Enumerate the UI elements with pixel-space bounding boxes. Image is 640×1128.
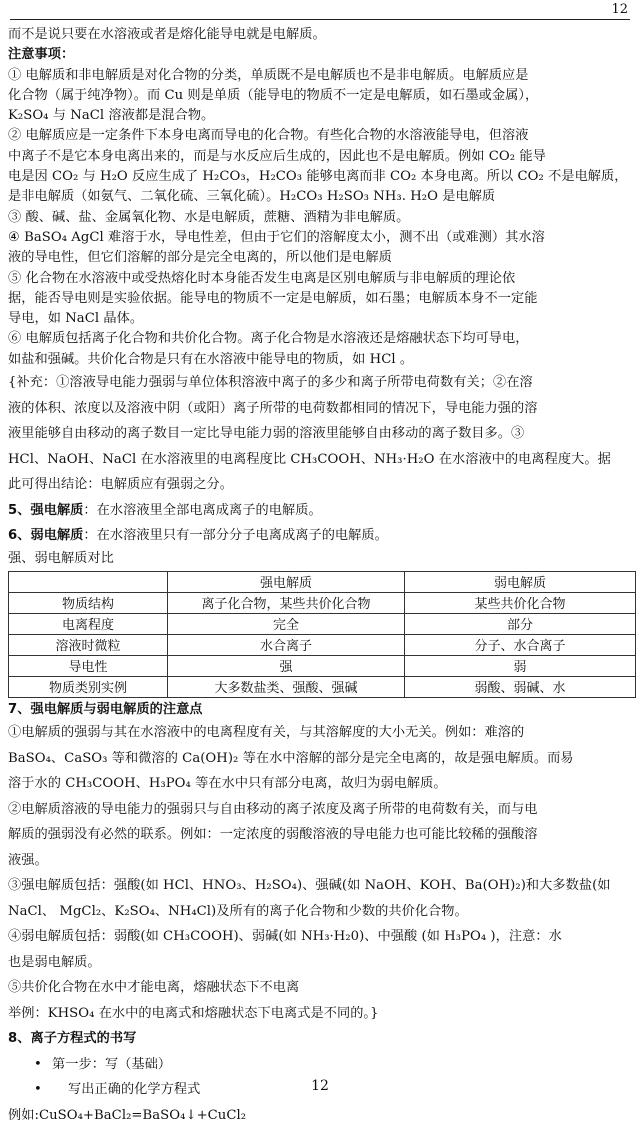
bullet-text: 写出正确的化学方程式: [68, 1082, 201, 1098]
supplement-line: 此可得出结论：电解质应有强弱之分。: [8, 477, 234, 493]
table-cell: 部分: [405, 613, 636, 634]
section-7-line: ④弱电解质包括：弱酸(如 CH₃COOH)、弱碱(如 NH₃·H₂0)、中强酸 (如 H₃PO₄ )，注意：水: [8, 929, 562, 945]
table-cell: 弱酸、弱碱、水: [405, 676, 636, 697]
definition-text: ：在水溶液里全部电离成离子的电解质。: [83, 502, 322, 518]
table-cell: 水合离子: [168, 634, 405, 655]
section-8-title: 8、离子方程式的书写: [8, 1031, 137, 1047]
table-row: [9, 634, 636, 655]
section-7-line: 也是弱电解质。: [8, 954, 101, 970]
header-rule: [10, 19, 630, 20]
table-cell: 完全: [168, 613, 405, 634]
section-7-line: 解质的强弱没有必然的联系。例如：一定浓度的弱酸溶液的导电能力也可能比较稀的强酸溶: [8, 827, 538, 843]
table-cell: 导电性: [9, 655, 168, 676]
table-header-cell: 弱电解质: [405, 571, 636, 592]
table-row: [9, 592, 636, 613]
section-7-line: NaCl、 MgCl₂、K₂SO₄、NH₄Cl)及所有的离子化合物和少数的共价化合物。: [8, 903, 468, 919]
header-page-number: 12: [611, 2, 628, 17]
bullet-dot-icon: •: [34, 1056, 42, 1072]
text-line: 是非电解质（如氨气、二氧化硫、三氧化硫）。H₂CO₃ H₂SO₃ NH₃. H₂O 是电解质: [8, 189, 496, 205]
bullet-text: 第一步：写（基础）: [52, 1056, 172, 1072]
term: 5、强电解质: [8, 502, 84, 518]
definition-strong-electrolyte: [8, 498, 634, 524]
section-7-line: ⑤共价化合物在水中才能电离，熔融状态下不电离: [8, 980, 300, 996]
page-content: [8, 25, 634, 1128]
table-cell: 某些共价化合物: [405, 592, 636, 613]
table-cell: 强: [168, 655, 405, 676]
section-7-line: BaSO₄、CaSO₃ 等和微溶的 Ca(OH)₂ 等在水中溶解的部分是完全电离的，故是强电解质。而易: [8, 750, 574, 766]
text-line: 导电，如 NaCl 晶体。: [8, 311, 144, 327]
text-line: 如盐和强碱。共价化合物是只有在水溶液中能导电的物质，如 HCl 。: [8, 351, 414, 367]
text-line: ④ BaSO₄ AgCl 难溶于水，导电性差，但由于它们的溶解度太小，测不出（或难测）其水溶: [8, 229, 545, 245]
definition-text: ：在水溶液里只有一部分分子电离成离子的电解质。: [83, 528, 388, 544]
table-cell: 物质类别实例: [9, 676, 168, 697]
section-7-line: ①电解质的强弱与其在水溶液中的电离程度有关，与其溶解度的大小无关。例如：难溶的: [8, 725, 525, 741]
table-header-row: [9, 571, 636, 592]
text-line: ② 电解质应是一定条件下本身电离而导电的化合物。有些化合物的水溶液能导电，但溶液: [8, 128, 529, 144]
text-line: ③ 酸、碱、盐、金属氧化物、水是电解质，蔗糖、酒精为非电解质。: [8, 209, 410, 225]
section-7-line: 液强。: [8, 852, 48, 868]
supplement-line: 液的体积、浓度以及溶液中阴（或阳）离子所带的电荷数都相同的情况下，导电能力强的溶: [8, 400, 538, 416]
bullet-dot-icon: •: [34, 1082, 42, 1098]
definition-weak-electrolyte: [8, 523, 634, 549]
supplement-line: HCl、NaOH、NaCl 在水溶液里的电离程度比 CH₃COOH、NH₃·H₂O 在水溶液中的电离程度大。据: [8, 451, 611, 467]
table-row: [9, 613, 636, 634]
term: 6、弱电解质: [8, 528, 84, 544]
text-line: ① 电解质和非电解质是对化合物的分类，单质既不是电解质也不是非电解质。电解质应是: [8, 67, 529, 83]
table-caption: 强、弱电解质对比: [8, 550, 114, 566]
table-cell: 溶液时微粒: [9, 634, 168, 655]
section-7-line: ②电解质溶液的导电能力的强弱只与自由移动的离子浓度及离子所带的电荷数有关，而与电: [8, 801, 538, 817]
notes-heading: 注意事项：: [8, 47, 75, 63]
table-row: [9, 655, 636, 676]
example-line: 例如:CuSO₄+BaCl₂=BaSO₄↓+CuCl₂: [8, 1107, 247, 1123]
section-7-line: ③强电解质包括：强酸(如 HCl、HNO₃、H₂SO₄)、强碱(如 NaOH、KOH、Ba(OH)₂)和大多数盐(如: [8, 878, 611, 894]
section-7-line: 举例：KHSO₄ 在水中的电离式和熔融状态下电离式是不同的。}: [8, 1005, 379, 1021]
section-7-line: 溶于水的 CH₃COOH、H₃PO₄ 等在水中只有部分电离，故归为弱电解质。: [8, 776, 447, 792]
text-line: 电是因 CO₂ 与 H₂O 反应生成了 H₂CO₃，H₂CO₃ 能够电离而非 CO₂ 本身电离。所以 CO₂ 不是电解质，: [8, 169, 628, 185]
text-line: ⑤ 化合物在水溶液中或受热熔化时本身能否发生电离是区别电解质与非电解质的理论依: [8, 270, 516, 286]
footer-page-number: 12: [311, 1078, 329, 1094]
text-line: 液的导电性，但它们溶解的部分是完全电离的，所以他们是电解质: [8, 250, 392, 266]
table-cell: 分子、水合离子: [405, 634, 636, 655]
text-line: 而不是说只要在水溶液或者是熔化能导电就是电解质。: [8, 27, 326, 42]
text-line: 据，能否导电则是实验依据。能导电的物质不一定是电解质，如石墨；电解质本身不一定能: [8, 290, 538, 306]
table-row: [9, 676, 636, 697]
text-line: K₂SO₄ 与 NaCl 溶液都是混合物。: [8, 108, 215, 124]
text-line: ⑥ 电解质包括离子化合物和共价化合物。离子化合物是水溶液还是熔融状态下均可导电，: [8, 331, 529, 347]
table-cell: 物质结构: [9, 592, 168, 613]
table-header-cell: 强电解质: [168, 571, 405, 592]
supplement-line: {补充：①溶液导电能力强弱与单位体积溶液中离子的多少和离子所带电荷数有关；②在溶: [8, 375, 533, 391]
table-cell: 大多数盐类、强酸、强碱: [168, 676, 405, 697]
section-7-title: 7、强电解质与弱电解质的注意点: [8, 701, 203, 717]
table-cell: 离子化合物，某些共价化合物: [168, 592, 405, 613]
bullet-item: [8, 1052, 634, 1078]
supplement-line: 液里能够自由移动的离子数目一定比导电能力弱的溶液里能够自由移动的离子数目多。③: [8, 426, 525, 442]
table-cell: 弱: [405, 655, 636, 676]
table-header-cell: [9, 571, 168, 592]
comparison-table: [8, 571, 636, 698]
text-line: 化合物（属于纯净物）。而 Cu 则是单质（能导电的物质不一定是电解质，如石墨或金属），: [8, 87, 539, 103]
table-cell: 电离程度: [9, 613, 168, 634]
text-line: 中离子不是它本身电离出来的，而是与水反应后生成的，因此也不是电解质。例如 CO₂ 能导: [8, 148, 546, 164]
